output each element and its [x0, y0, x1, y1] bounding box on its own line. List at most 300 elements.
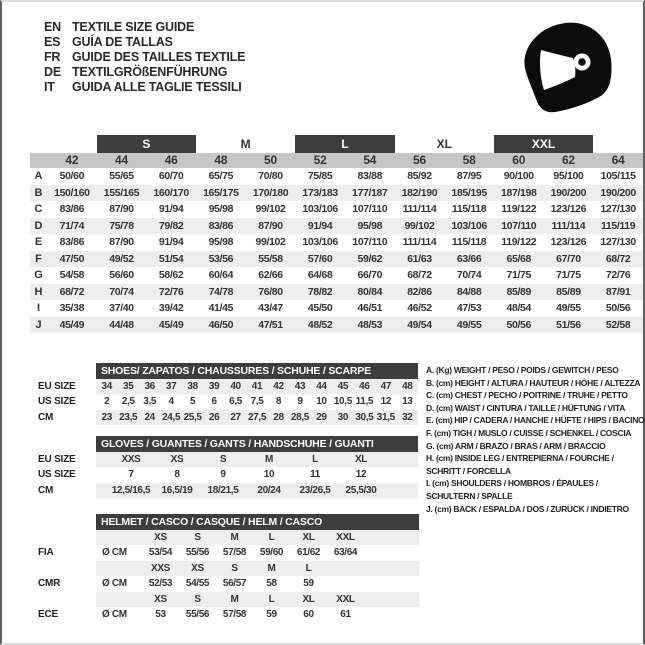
row-label: FIA [38, 547, 54, 558]
measure-value: 46/51 [357, 302, 383, 314]
legend-item: G. (cm) ARM / BRAZO / BRAS / ARM / BRACCIO [426, 440, 606, 451]
helmet-size-value: 53/54 [148, 547, 173, 558]
shoe-size-value: 41 [246, 379, 267, 395]
measure-value: 50/56 [605, 302, 631, 314]
table-cell [96, 530, 142, 546]
shoe-size-value: 8 [275, 396, 282, 407]
measure-row-label: A [34, 170, 43, 182]
measure-value: 173/183 [295, 185, 345, 202]
helmet-table-title: HELMET / CASCO / CASQUE / HELM / CASCO [96, 514, 419, 530]
measure-value: 67/70 [544, 251, 594, 268]
helmet-size-value: 61/62 [296, 547, 321, 558]
table-row [30, 234, 643, 251]
size-number: 52 [295, 153, 345, 168]
measure-row-label: I [36, 302, 41, 314]
measure-value: 103/106 [302, 203, 338, 215]
table-row [30, 135, 643, 153]
size-band-xxl: XXL [494, 135, 593, 153]
label-spacer [30, 436, 96, 452]
measure-value: 74/78 [196, 284, 246, 301]
measure-row-label: E [34, 236, 43, 248]
language-code: ES [44, 35, 61, 49]
table-cell [384, 452, 418, 468]
size-number: 42 [47, 153, 97, 168]
measure-value: 107/110 [352, 236, 388, 248]
size-number: 64 [593, 153, 643, 168]
legend-item: B. (cm) HEIGHT / ALTURA / HAUTEUR / HÖHE / ALTEZZA [426, 377, 641, 388]
measure-value: 70/80 [258, 170, 283, 182]
shoe-size-value: 28,5 [289, 410, 310, 426]
measure-row-label: D [30, 218, 47, 235]
glove-size-value: M [246, 452, 292, 468]
language-row [44, 65, 245, 80]
measure-value: 48/52 [295, 317, 345, 334]
helmet-size-label: XS [179, 561, 216, 577]
size-row-corner [30, 153, 47, 168]
legend-item: J. (cm) BACK / ESPALDA / DOS / ZURÜCK / INDIETRO [426, 503, 629, 514]
measure-value: 65/68 [494, 251, 544, 268]
legend-item: C. (cm) CHEST / PECHO / POITRINE / TRUHE / PETTO [426, 390, 628, 401]
measure-value: 91/94 [158, 203, 184, 215]
table-row [30, 545, 419, 561]
measure-value: 123/126 [550, 203, 587, 215]
measure-value: 65/75 [208, 170, 234, 182]
helmet-size-label: L [290, 561, 327, 577]
textile-size-table [30, 135, 643, 333]
measure-value: 54/58 [59, 269, 85, 281]
language-code: IT [44, 80, 55, 94]
helmet-size-value: 56/57 [222, 578, 247, 589]
shoe-size-value: 31,5 [375, 410, 396, 426]
table-row [30, 530, 419, 546]
legend-item: F. (cm) TIGH / MUSLO / CUISSE / SCHENKEL / COSCIA [426, 427, 632, 438]
shoe-size-value: 25,5 [182, 410, 203, 426]
shoe-size-value: 39 [203, 379, 224, 395]
table-cell [364, 592, 419, 608]
measure-value: 53/56 [196, 251, 246, 268]
measure-value: 111/114 [544, 218, 594, 235]
shoe-size-value: 44 [311, 379, 332, 395]
helmet-size-label: XL [290, 592, 327, 608]
helmet-size-label: XL [290, 530, 327, 546]
language-row [44, 50, 245, 65]
diameter-label: Ø CM [102, 547, 127, 558]
measure-value: 105/115 [600, 170, 636, 182]
measure-value: 165/175 [196, 185, 246, 202]
table-row [30, 201, 643, 218]
measure-value: 187/198 [494, 185, 544, 202]
size-number: 62 [544, 153, 594, 168]
size-band-l: L [295, 135, 394, 153]
measure-value: 44/48 [97, 317, 147, 334]
helmet-size-value: 57/58 [222, 609, 247, 620]
table-cell [384, 467, 418, 483]
table-cell [96, 467, 108, 483]
size-number: 44 [97, 153, 147, 168]
size-band-m: M [240, 137, 251, 151]
measure-value: 57/60 [295, 251, 345, 268]
measure-value: 115/118 [451, 236, 487, 248]
measure-value: 70/74 [456, 269, 482, 281]
measure-value: 83/86 [59, 203, 85, 215]
helmet-size-label: S [179, 592, 216, 608]
row-label: US SIZE [38, 396, 76, 407]
glove-size-value: 18/21,5 [200, 483, 246, 499]
measure-value: 170/180 [246, 185, 296, 202]
measure-value: 47/51 [246, 317, 296, 334]
language-row [44, 80, 245, 95]
measure-value: 80/84 [345, 284, 395, 301]
table-cell [364, 576, 419, 592]
measure-value: 45/49 [146, 317, 196, 334]
measure-value: 99/102 [255, 203, 286, 215]
measure-value: 41/45 [208, 302, 234, 314]
measure-value: 35/38 [59, 302, 85, 314]
table-row [30, 436, 418, 452]
gloves-table-title: GLOVES / GUANTES / GANTS / HANDSCHUHE / GUANTI [96, 436, 418, 452]
measure-row-label: G [34, 269, 43, 281]
shoe-size-value: 24 [139, 410, 160, 426]
measure-value: 79/82 [146, 218, 196, 235]
table-cell [96, 452, 108, 468]
helmet-size-label: XS [142, 592, 179, 608]
measure-value: 45/49 [47, 317, 97, 334]
helmet-size-value: 59 [303, 578, 314, 589]
shoe-size-value: 27 [225, 410, 246, 426]
table-row [30, 317, 643, 334]
measure-value: 127/130 [600, 203, 636, 215]
helmet-size-label: S [216, 561, 253, 577]
measure-value: 160/170 [146, 185, 196, 202]
size-band-s: S [97, 135, 196, 153]
glove-size-value: XS [154, 452, 200, 468]
measure-value: 47/53 [456, 302, 482, 314]
measure-value: 50/60 [59, 170, 85, 182]
shoe-size-value: 45 [332, 379, 353, 395]
helmet-size-label: S [179, 530, 216, 546]
measure-value: 51/56 [544, 317, 594, 334]
language-label: TEXTILGRÖßENFÜHRUNG [72, 65, 228, 79]
measure-value: 91/94 [158, 236, 184, 248]
measure-value: 45/50 [307, 302, 333, 314]
language-header [44, 20, 245, 95]
helmet-size-value: 55/56 [185, 547, 210, 558]
shoe-size-value: 13 [402, 396, 413, 407]
row-label: CM [38, 484, 54, 496]
shoe-size-value: 6,5 [229, 396, 242, 407]
measure-value: 119/122 [501, 236, 537, 248]
table-cell [364, 607, 419, 623]
shoe-size-value: 40 [225, 379, 246, 395]
glove-size-value: 25,5/30 [338, 483, 384, 499]
measure-value: 46/52 [407, 302, 432, 314]
table-row [30, 218, 643, 235]
size-band-xl: XL [436, 137, 452, 151]
measure-value: 49/55 [444, 317, 494, 334]
helmet-size-label: L [253, 592, 290, 608]
helmet-size-label: XXL [327, 592, 364, 608]
measure-value: 83/88 [357, 170, 383, 182]
table-row [30, 284, 643, 301]
shoe-size-value: 30 [332, 410, 353, 426]
measure-value: 115/119 [593, 218, 643, 235]
measure-value: 103/106 [302, 236, 338, 248]
measure-value: 119/122 [501, 203, 537, 215]
shoe-size-value: 28 [268, 410, 289, 426]
measure-value: 48/54 [506, 302, 532, 314]
language-label: GUIDE DES TAILLES TEXTILE [72, 50, 246, 64]
language-code: FR [44, 50, 61, 64]
measure-value: 49/54 [395, 317, 445, 334]
band-spacer [593, 135, 643, 153]
language-label: GUÍA DE TALLAS [72, 35, 173, 49]
table-cell [364, 561, 419, 577]
row-label: EU SIZE [38, 380, 76, 392]
measure-value: 68/72 [407, 269, 432, 281]
measure-value: 70/74 [97, 284, 147, 301]
shoe-size-value: 35 [117, 379, 138, 395]
measure-value: 60/70 [158, 170, 184, 182]
table-row [30, 379, 418, 395]
shoe-size-value: 10,5 [333, 396, 352, 407]
row-label [30, 561, 96, 577]
shoe-size-value: 26 [203, 410, 224, 426]
measure-value: 190/200 [593, 185, 643, 202]
measure-value: 127/130 [600, 236, 636, 248]
helmet-size-value: 60 [303, 609, 314, 620]
measure-value: 111/114 [402, 203, 437, 215]
language-code: EN [44, 20, 61, 34]
glove-size-value: 11 [310, 469, 320, 480]
measure-value: 49/52 [97, 251, 147, 268]
measure-value: 83/86 [196, 218, 246, 235]
table-row [30, 153, 643, 168]
measure-value: 95/98 [345, 218, 395, 235]
helmet-size-value: 61 [340, 609, 351, 620]
measure-value: 50/56 [494, 317, 544, 334]
measure-value: 85/92 [407, 170, 432, 182]
measure-value: 84/88 [444, 284, 494, 301]
glove-size-value: 16,5/19 [154, 483, 200, 499]
glove-size-value: XL [338, 452, 384, 468]
language-row [44, 20, 245, 35]
helmet-size-value: 59/60 [259, 547, 284, 558]
measure-value: 46/50 [196, 317, 246, 334]
size-number: 46 [146, 153, 196, 168]
helmet-size-label: M [216, 592, 253, 608]
helmet-size-label [327, 561, 364, 577]
row-label: CM [38, 411, 54, 423]
measure-value: 185/195 [444, 185, 494, 202]
helmet-size-value: 52/53 [148, 578, 173, 589]
shoe-size-value: 38 [182, 379, 203, 395]
band-spacer [30, 135, 97, 153]
size-number: 58 [444, 153, 494, 168]
measure-value: 37/40 [109, 302, 134, 314]
glove-size-value: 12,5/16,5 [108, 483, 154, 499]
shoe-size-value: 30,5 [354, 410, 375, 426]
measure-value: 190/200 [544, 185, 594, 202]
measure-value: 66/70 [357, 269, 383, 281]
language-row [44, 35, 245, 50]
measure-value: 60/64 [208, 269, 234, 281]
glove-size-value: L [292, 452, 338, 468]
table-cell [384, 483, 418, 499]
shoe-size-value: 2,5 [121, 396, 135, 407]
table-row [30, 483, 418, 499]
diameter-label: Ø CM [102, 578, 127, 589]
measure-value: 75/78 [97, 218, 147, 235]
legend-item: H. (cm) INSIDE LEG / ENTREPIERNA / FOURCHE / SCHRITT / FORCELLA [426, 453, 614, 476]
measure-row-label: F [30, 251, 47, 268]
measure-row-label: J [30, 317, 47, 334]
shoe-size-value: 36 [139, 379, 160, 395]
measure-value: 87/95 [456, 170, 482, 182]
shoe-size-value: 37 [160, 379, 181, 395]
glove-size-value: XXS [108, 452, 154, 468]
measure-value: 95/98 [208, 203, 234, 215]
measure-value: 47/50 [47, 251, 97, 268]
measure-value: 48/53 [345, 317, 395, 334]
measure-value: 107/110 [352, 203, 388, 215]
shoe-size-value: 23 [96, 410, 117, 426]
shoe-size-value: 6 [211, 396, 217, 407]
table-row [30, 576, 419, 592]
measure-value: 71/74 [47, 218, 97, 235]
measure-value: 111/114 [402, 236, 437, 248]
glove-size-value: 8 [174, 469, 180, 480]
legend-item: E. (cm) HIP / CADERA / HANCHE / HÜFTE / HIPS / BACINO [426, 415, 645, 426]
measure-value: 182/190 [395, 185, 445, 202]
shoe-size-value: 7,5 [250, 396, 264, 407]
measure-value: 95/98 [208, 236, 234, 248]
row-label: US SIZE [38, 469, 76, 480]
shoe-size-value: 23,5 [117, 410, 138, 426]
measure-value: 72/76 [605, 269, 631, 281]
helmet-size-label: M [253, 561, 290, 577]
table-cell [364, 530, 419, 546]
shoe-size-value: 42 [268, 379, 289, 395]
measure-value: 115/118 [451, 203, 487, 215]
shoe-size-value: 2 [104, 396, 110, 407]
table-cell [364, 545, 419, 561]
table-row [30, 410, 418, 426]
glove-size-value: 23/26,5 [292, 483, 338, 499]
measure-value: 63/66 [444, 251, 494, 268]
table-row [30, 267, 643, 284]
size-number: 56 [395, 153, 445, 168]
shoe-size-value: 5 [190, 396, 196, 407]
glove-size-value: 9 [220, 469, 226, 480]
size-number: 54 [345, 153, 395, 168]
measure-value: 85/89 [544, 284, 594, 301]
shoe-size-value: 11,5 [355, 396, 374, 407]
size-number: 50 [246, 153, 296, 168]
row-label: CMR [38, 578, 61, 589]
measure-value: 55/58 [246, 251, 296, 268]
table-row [30, 300, 643, 317]
helmet-size-label: M [216, 530, 253, 546]
legend-item: A. (Kg) WEIGHT / PESO / POIDS / GEWITCH / PESO [426, 365, 619, 375]
gloves-size-table [30, 436, 418, 498]
measure-row-label: B [30, 185, 47, 202]
measure-value: 61/63 [395, 251, 445, 268]
helmet-size-value [327, 576, 364, 592]
measure-value: 52/58 [593, 317, 643, 334]
shoe-size-value: 3,5 [143, 396, 157, 407]
measure-value: 99/102 [255, 236, 286, 248]
table-row [30, 394, 418, 410]
measure-value: 51/54 [146, 251, 196, 268]
helmet-size-label: XXL [327, 530, 364, 546]
measure-value: 71/75 [556, 269, 581, 281]
row-label: EU SIZE [38, 453, 76, 465]
language-label: TEXTILE SIZE GUIDE [72, 20, 195, 34]
measure-value: 49/55 [556, 302, 581, 314]
measure-value: 68/72 [47, 284, 97, 301]
measure-value: 87/90 [246, 218, 296, 235]
table-row [30, 561, 419, 577]
racing-helmet-icon [518, 16, 618, 118]
measure-value: 39/42 [158, 302, 184, 314]
measure-value: 78/82 [295, 284, 345, 301]
row-label [30, 530, 96, 546]
helmet-size-value: 54/55 [185, 578, 210, 589]
language-label: GUIDA ALLE TAGLIE TESSILI [72, 80, 242, 94]
legend-item: D. (cm) WAIST / CINTURA / TAILLE / HÜFTUNG / VITA [426, 402, 626, 413]
glove-size-value: 12 [355, 469, 367, 480]
shoe-size-value: 24,5 [160, 410, 181, 426]
legend-item: I. (cm) SHOULDERS / HOMBROS / ÉPAULES / SCHULTERN / SPALLE [426, 478, 598, 501]
measure-value: 103/106 [444, 218, 494, 235]
measure-value: 72/76 [146, 284, 196, 301]
measure-value: 177/187 [345, 185, 395, 202]
shoe-size-value: 43 [289, 379, 310, 395]
measure-value: 87/91 [593, 284, 643, 301]
helmet-size-value: 53 [155, 609, 166, 620]
measure-value: 87/90 [109, 236, 134, 248]
table-row [30, 607, 419, 623]
shoe-size-value: 48 [397, 379, 418, 395]
helmet-size-label: XXS [142, 561, 179, 577]
measure-value: 91/94 [295, 218, 345, 235]
diameter-label: Ø CM [102, 609, 127, 620]
helmet-size-value: 59 [266, 609, 277, 620]
measure-value: 123/126 [550, 236, 587, 248]
size-number: 48 [196, 153, 246, 168]
table-cell [96, 561, 142, 577]
table-row [30, 452, 418, 468]
row-label [30, 592, 96, 608]
helmet-size-value: 58 [266, 578, 277, 589]
shoe-size-value: 27,5 [246, 410, 267, 426]
shoes-size-table [30, 363, 418, 425]
measure-value: 155/165 [97, 185, 147, 202]
helmet-size-value: 63/64 [333, 547, 358, 558]
measure-value: 62/66 [258, 269, 283, 281]
measure-value: 107/110 [494, 218, 544, 235]
measure-value: 76/80 [246, 284, 296, 301]
table-cell [96, 592, 142, 608]
table-row [30, 168, 643, 185]
label-spacer [30, 363, 96, 379]
measure-value: 68/72 [593, 251, 643, 268]
helmet-size-label: XS [142, 530, 179, 546]
shoe-size-value: 46 [354, 379, 375, 395]
measure-value: 59/62 [345, 251, 395, 268]
measure-value: 99/102 [395, 218, 445, 235]
measure-value: 56/60 [109, 269, 134, 281]
